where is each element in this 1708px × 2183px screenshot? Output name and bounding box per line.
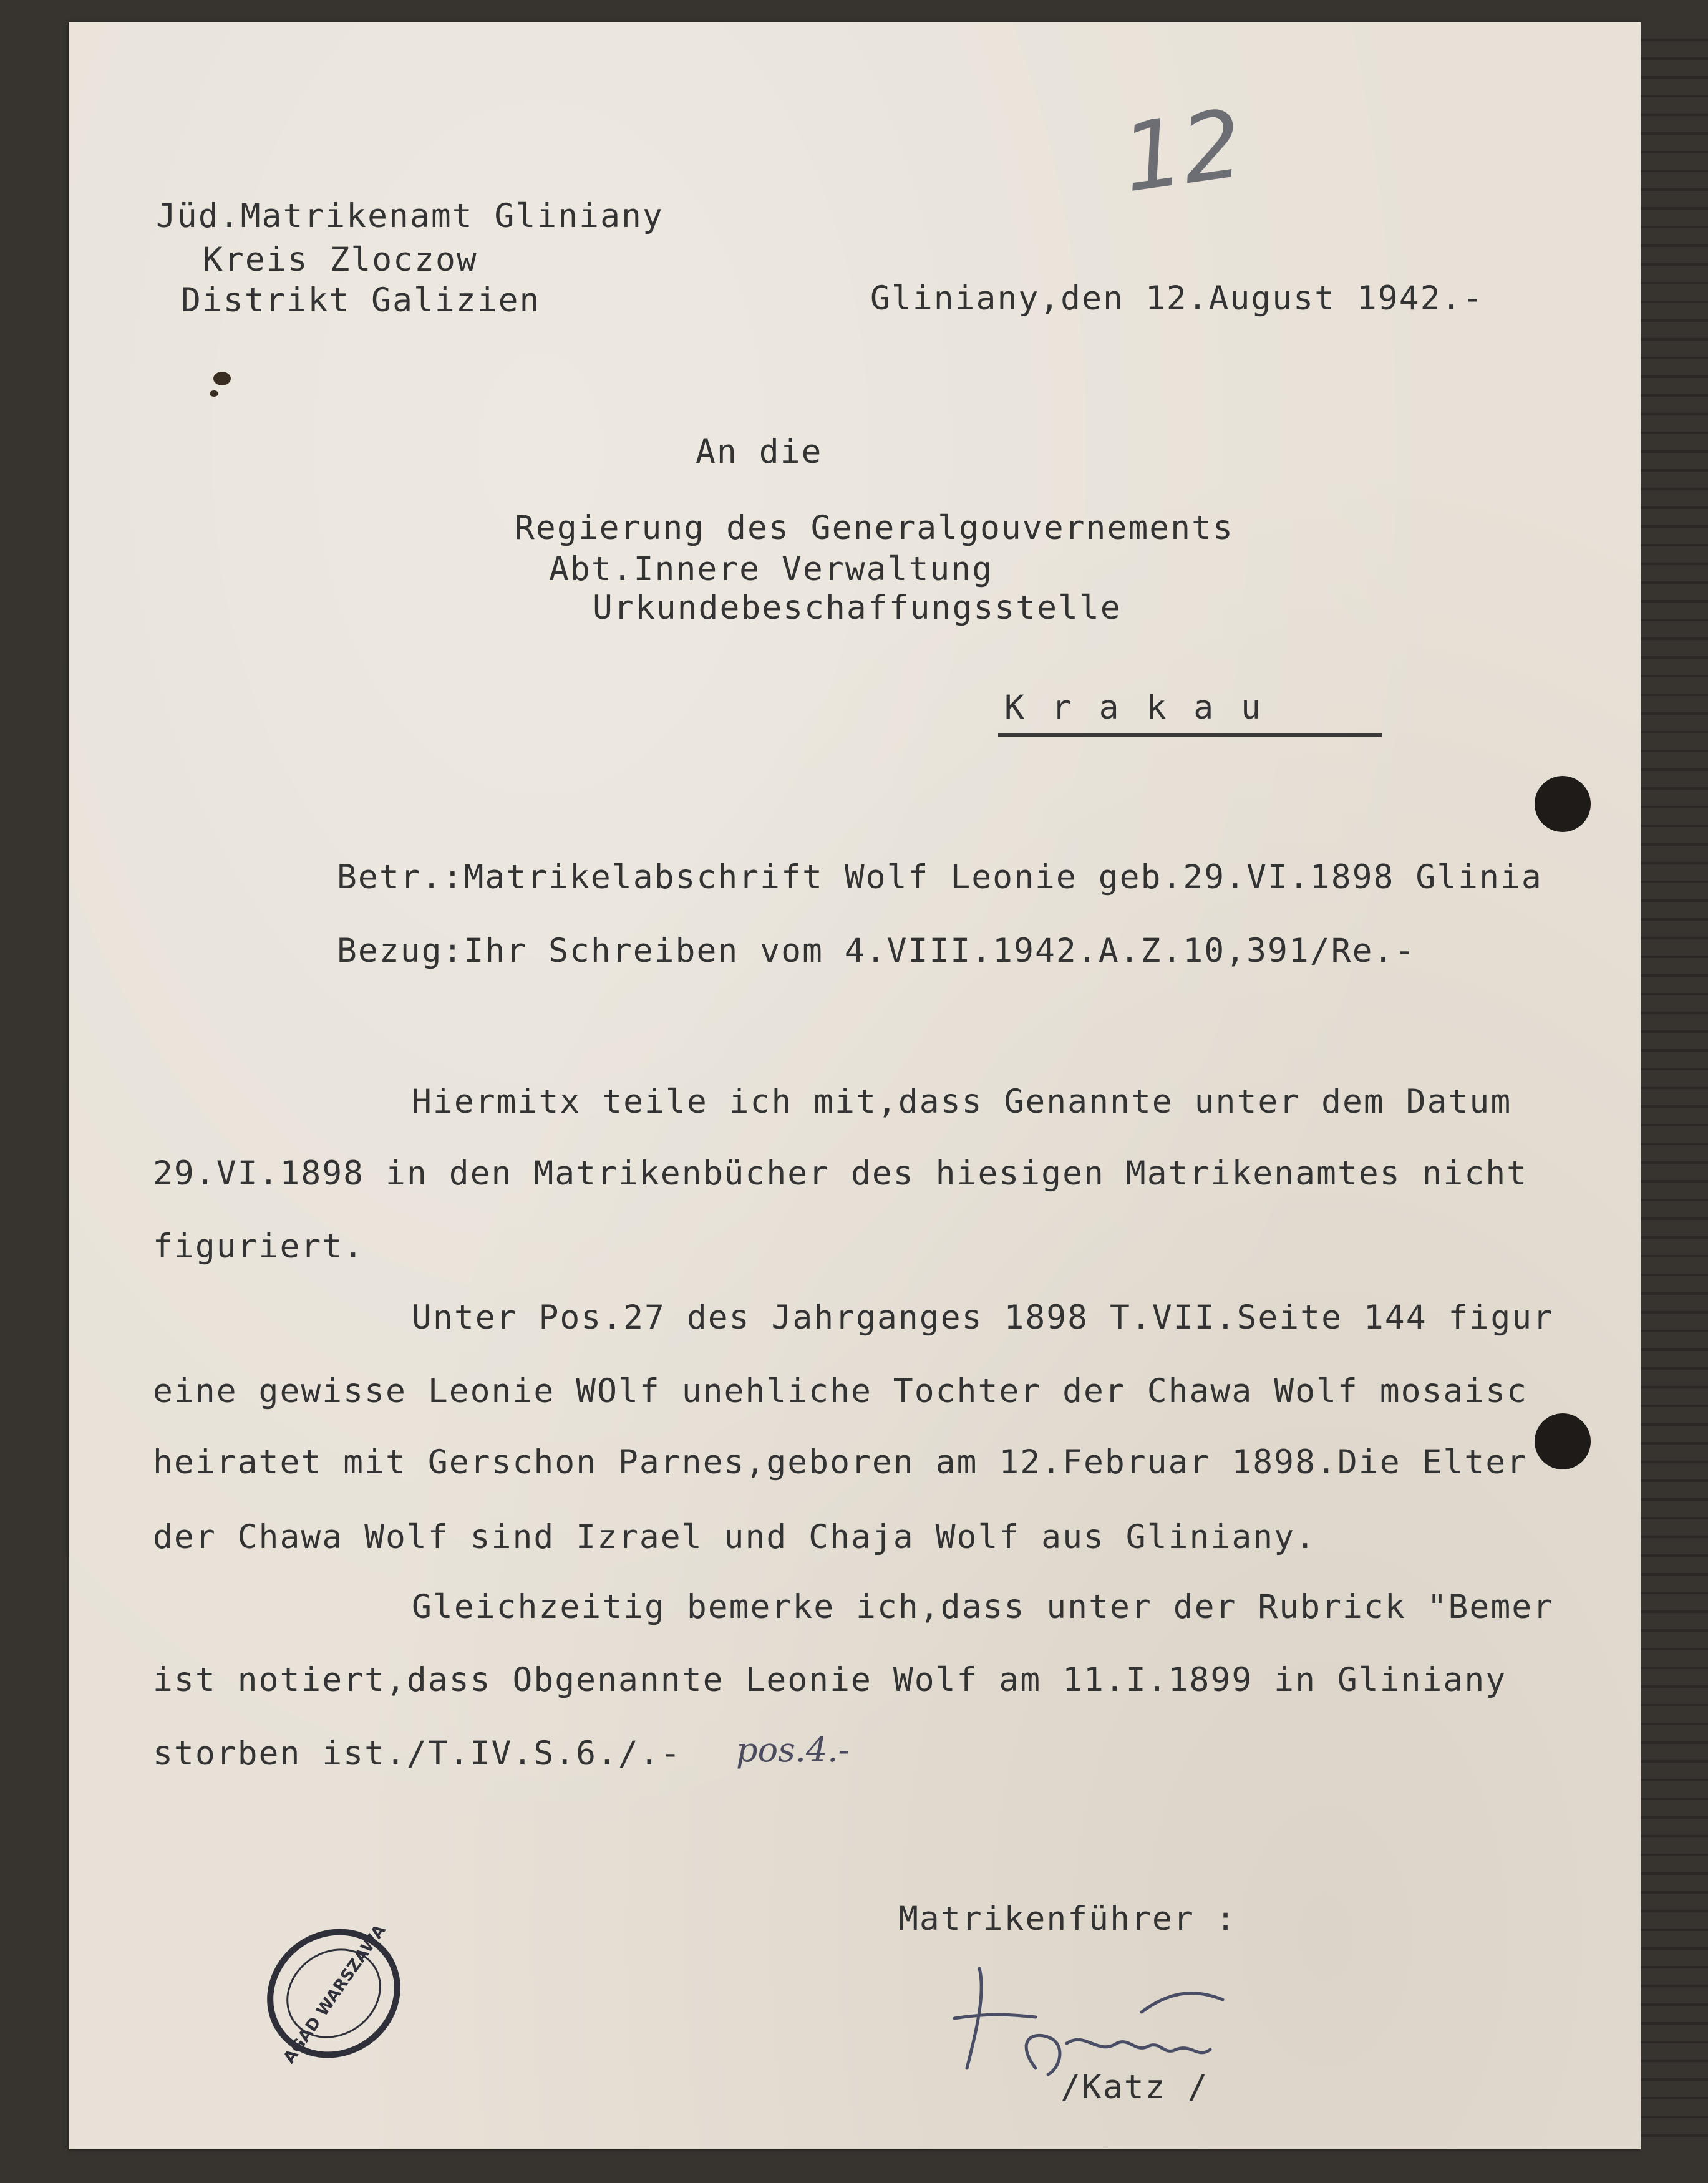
addressee-city: K r a k a u: [1004, 689, 1264, 727]
body-p3-line-3: storben ist./T.IV.S.6./.-: [153, 1735, 682, 1773]
addressee-salutation: An die: [696, 433, 823, 471]
page-edge: [1641, 22, 1708, 2149]
city-underline: [998, 733, 1382, 737]
svg-text:AGAD WARSZAWA: AGAD WARSZAWA: [279, 1921, 390, 2067]
body-p2-line-1: Unter Pos.27 des Jahrganges 1898 T.VII.Seite 144 figur: [412, 1299, 1555, 1337]
sender-line-2: Kreis Zloczow: [203, 241, 478, 279]
letter-page: [69, 22, 1641, 2149]
date-line: Gliniany,den 12.August 1942.-: [870, 279, 1484, 317]
body-p2-line-4: der Chawa Wolf sind Izrael und Chaja Wolf aus Gliniany.: [153, 1518, 1316, 1556]
subject-line: Betr.:Matrikelabschrift Wolf Leonie geb.29.VI.1898 Glinia: [337, 858, 1543, 896]
body-p3-line-2: ist notiert,dass Obgenannte Leonie Wolf am 11.I.1899 in Gliniany: [153, 1661, 1507, 1699]
sender-line-1: Jüd.Matrikenamt Gliniany: [156, 197, 664, 235]
body-p2-line-2: eine gewisse Leonie WOlf unehliche Tochter der Chawa Wolf mosaisc: [153, 1372, 1528, 1410]
ink-speck: [210, 390, 218, 397]
folio-number: 12: [1115, 89, 1249, 214]
sender-line-3: Distrikt Galizien: [181, 281, 541, 319]
archive-stamp: [256, 1919, 412, 2068]
handwritten-annotation: pos.4.-: [736, 1730, 850, 1769]
punch-hole: [1535, 776, 1591, 832]
body-p1-line-2: 29.VI.1898 in den Matrikenbücher des hiesigen Matrikenamtes nicht: [153, 1154, 1528, 1193]
body-p2-line-3: heiratet mit Gerschon Parnes,geboren am 12.Februar 1898.Die Elter: [153, 1443, 1528, 1481]
ink-speck: [213, 372, 231, 385]
body-p3-line-1: Gleichzeitig bemerke ich,dass unter der Rubrick "Bemer: [412, 1588, 1555, 1626]
addressee-line-2: Abt.Innere Verwaltung: [549, 550, 994, 588]
addressee-line-1: Regierung des Generalgouvernements: [515, 509, 1234, 547]
body-p1-line-3: figuriert.: [153, 1227, 365, 1266]
reference-line: Bezug:Ihr Schreiben vom 4.VIII.1942.A.Z.10,391/Re.-: [337, 932, 1416, 970]
signatory-title: Matrikenführer :: [898, 1900, 1237, 1938]
signatory-name: /Katz /: [1060, 2068, 1209, 2106]
punch-hole: [1535, 1413, 1591, 1469]
body-p1-line-1: Hiermitx teile ich mit,dass Genannte unter dem Datum: [412, 1083, 1512, 1121]
addressee-line-3: Urkundebeschaffungsstelle: [593, 589, 1122, 627]
